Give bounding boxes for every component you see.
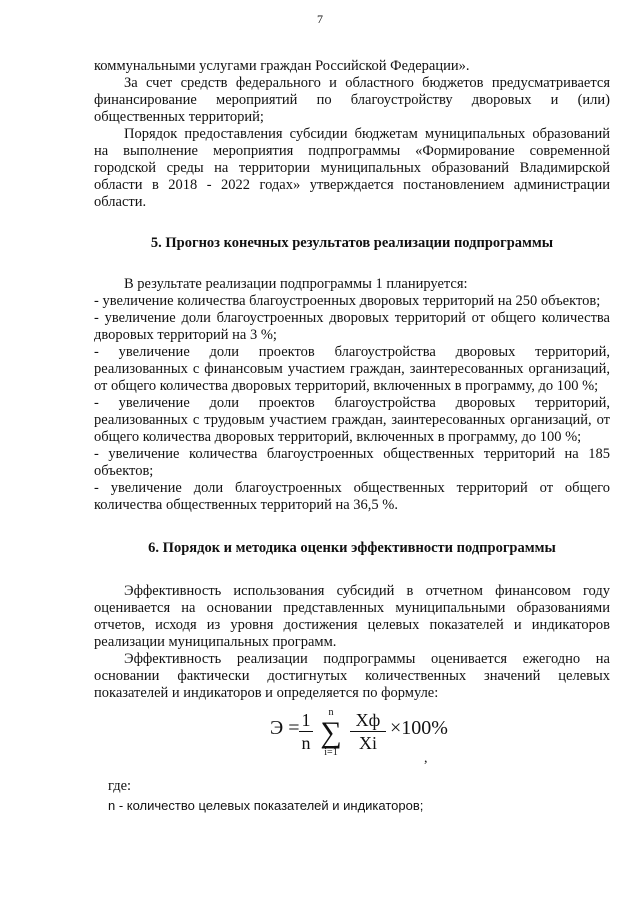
page-number: 7 [317,12,323,26]
list-item: - увеличение количества благоустроенных дворовых территорий на 250 объектов; [94,293,601,309]
list-item: - увеличение доли проектов благоустройства дворовых территорий, реализованных с финансовым участием граждан, заинтересованных организаций, от общего количества дворовых территорий, включенных в программу, до 100 %; [94,344,610,394]
where-label: где: [108,778,132,794]
formula-trailing-comma: , [424,751,428,766]
sigma-symbol: ∑ [320,716,342,749]
coefficient-denominator: n [301,733,311,753]
paragraph-efficiency-subprogram: Эффективность реализации подпрограммы оценивается ежегодно на основании фактически достигнутых количественных значений целевых показателей и индикаторов и определяется по формуле: [94,651,610,701]
ratio-denominator: Хi [359,733,377,753]
section-6-heading: 6. Порядок и методика оценки эффективности подпрограммы [148,540,556,556]
formula-ratio [350,710,386,753]
section-5-heading: 5. Прогноз конечных результатов реализации подпрограммы [150,235,554,251]
formula-lhs: Э = [270,717,300,739]
list-item: - увеличение доли благоустроенных дворовых территорий от общего количества дворовых территорий на 3 %; [94,310,610,343]
list-item: - увеличение количества благоустроенных общественных территорий на 185 объектов; [94,446,610,479]
list-item: - увеличение доли проектов благоустройства дворовых территорий, реализованных с трудовым участием граждан, заинтересованных организаций, от общего количества дворовых территорий, включенных в программу, до 100 %; [94,395,610,445]
coefficient-numerator: 1 [301,710,311,730]
document-body [94,58,610,814]
paragraph-continuation: коммунальными услугами граждан Российской Федерации». [94,58,470,74]
list-item: - увеличение доли благоустроенных общественных территорий от общего количества общественных территорий на 36,5 %. [94,480,610,513]
sum-upper-limit: n [328,707,334,718]
summation [316,708,346,758]
ratio-numerator: Хф [355,710,381,730]
definition-n: n - количество целевых показателей и индикаторов; [108,798,424,813]
paragraph-efficiency-subsidies: Эффективность использования субсидий в отчетном финансовом году оценивается на основании представленных муниципальными образованиями отчетов, исходя из уровня достижения целевых показателей и индикаторов реализации муниципальных программ. [94,583,610,650]
formula-coefficient [299,710,313,753]
section-5-intro: В результате реализации подпрограммы 1 планируется: [124,276,468,292]
paragraph-subsidy-procedure: Порядок предоставления субсидии бюджетам муниципальных образований на выполнение мероприятия подпрограммы «Формирование современной городской среды на территории муниципальных образований Владимирской области в 2018 - 2022 годах» утверждается постановлением администрации области. [94,126,610,210]
formula-rhs: ×100% [390,717,448,739]
paragraph-funding: За счет средств федерального и областного бюджетов предусматривается финансирование мероприятий по благоустройству дворовых и (или) общественных территорий; [94,75,610,125]
sum-lower-limit: i=1 [324,747,338,758]
efficiency-formula [94,708,610,768]
